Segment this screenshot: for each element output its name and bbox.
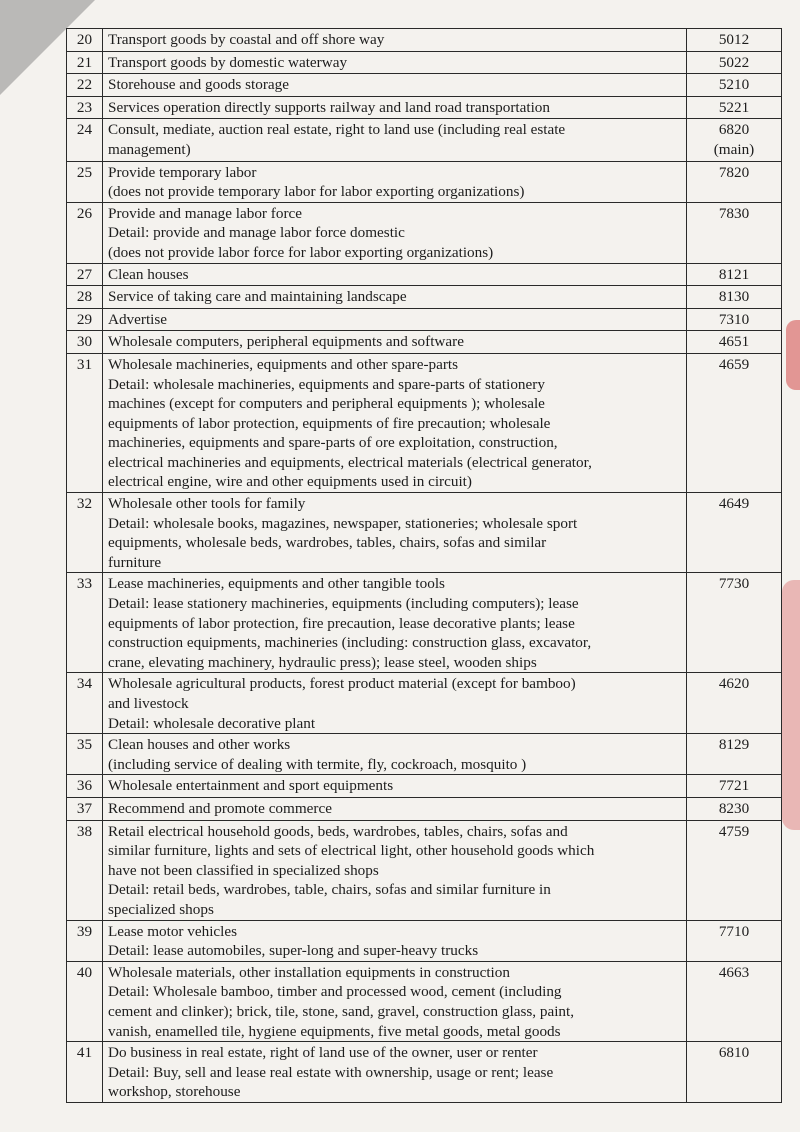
description-line: electrical machineries and equipments, electrical materials (electrical generator, (108, 453, 592, 471)
description-line: Clean houses and other works (108, 736, 291, 754)
row-number: 31 (67, 353, 103, 492)
description-line: equipments of labor protection, equipments of fire precaution; wholesale (108, 414, 551, 432)
description-line: Lease motor vehicles (108, 922, 238, 940)
code-line: 4620 (718, 675, 750, 693)
row-number: 24 (67, 119, 103, 161)
table-row (67, 96, 782, 119)
table-row (67, 202, 782, 263)
table-row (67, 573, 782, 673)
description-line: Clean houses (108, 265, 189, 283)
description-line: Transport goods by domestic waterway (108, 53, 348, 71)
business-description (103, 775, 687, 798)
description-line: electrical engine, wire and other equipments used in circuit) (108, 473, 472, 491)
business-description (103, 119, 687, 161)
row-number: 29 (67, 308, 103, 331)
code-line: 4651 (718, 333, 750, 351)
description-line: similar furniture, lights and sets of electrical light, other household goods which (108, 842, 595, 860)
description-line: Wholesale entertainment and sport equipments (108, 777, 394, 795)
business-description (103, 308, 687, 331)
code-line: 6810 (718, 1044, 750, 1062)
description-line: Wholesale other tools for family (108, 495, 306, 513)
code-line: 4663 (718, 963, 750, 981)
description-line: Services operation directly supports railway and land road transportation (108, 98, 550, 116)
description-line: workshop, storehouse (108, 1083, 241, 1101)
business-description (103, 493, 687, 573)
industry-code (687, 734, 782, 775)
industry-code (687, 74, 782, 97)
description-line: Advertise (108, 310, 168, 328)
table-row (67, 161, 782, 202)
description-line: have not been classified in specialized shops (108, 861, 379, 879)
business-description (103, 51, 687, 74)
description-line: Storehouse and goods storage (108, 76, 289, 94)
code-line: 8130 (718, 288, 750, 306)
code-line: 4649 (718, 495, 750, 513)
description-line: cement and clinker); brick, tile, stone, sand, gravel, construction glass, paint, (108, 1002, 575, 1020)
row-number: 28 (67, 286, 103, 309)
table-row (67, 797, 782, 820)
industry-code (687, 493, 782, 573)
code-line: 4659 (718, 355, 750, 373)
description-line: Wholesale agricultural products, forest product material (except for bamboo) (108, 675, 576, 693)
table-body (67, 29, 782, 1103)
row-number: 38 (67, 820, 103, 920)
description-line: machineries, equipments and spare-parts of ore exploitation, construction, (108, 434, 558, 452)
code-line: 5210 (718, 76, 750, 94)
description-line: Wholesale materials, other installation equipments in construction (108, 963, 510, 981)
industry-code (687, 1042, 782, 1103)
industry-code (687, 51, 782, 74)
business-description (103, 734, 687, 775)
table-row (67, 263, 782, 286)
business-description (103, 286, 687, 309)
description-line: Detail: Buy, sell and lease real estate with ownership, usage or rent; lease (108, 1063, 554, 1081)
code-line: 7730 (718, 575, 750, 593)
code-line: 8230 (718, 799, 750, 817)
industry-code (687, 353, 782, 492)
table-row (67, 775, 782, 798)
industry-code (687, 119, 782, 161)
table-row (67, 51, 782, 74)
code-line: 7710 (718, 922, 750, 940)
row-number: 34 (67, 673, 103, 734)
row-number: 33 (67, 573, 103, 673)
code-line: 7820 (718, 163, 750, 181)
table-row (67, 493, 782, 573)
description-line: vanish, enamelled tile, hygiene equipments, five metal goods, metal goods (108, 1022, 561, 1040)
code-line: 5022 (718, 53, 750, 71)
description-line: Recommend and promote commerce (108, 799, 332, 817)
row-number: 37 (67, 797, 103, 820)
industry-code (687, 263, 782, 286)
industry-code (687, 96, 782, 119)
code-line: 8129 (718, 736, 750, 754)
description-line: Service of taking care and maintaining landscape (108, 288, 407, 306)
table-row (67, 820, 782, 920)
business-description (103, 74, 687, 97)
industry-code (687, 161, 782, 202)
table-row (67, 1042, 782, 1103)
business-description (103, 29, 687, 52)
red-seal-edge-top (786, 320, 800, 390)
description-line: Wholesale machineries, equipments and other spare-parts (108, 355, 459, 373)
code-line: 4759 (718, 822, 750, 840)
description-line: Detail: Wholesale bamboo, timber and processed wood, cement (including (108, 983, 562, 1001)
table-row (67, 29, 782, 52)
business-description (103, 331, 687, 354)
description-line: (does not provide temporary labor for labor exporting organizations) (108, 183, 525, 201)
row-number: 22 (67, 74, 103, 97)
description-line: machines (except for computers and peripheral equipments ); wholesale (108, 395, 545, 413)
row-number: 25 (67, 161, 103, 202)
row-number: 41 (67, 1042, 103, 1103)
description-line: construction equipments, machineries (including: construction glass, excavator, (108, 634, 592, 652)
table-row (67, 920, 782, 961)
business-description (103, 673, 687, 734)
table-row (67, 961, 782, 1041)
row-number: 40 (67, 961, 103, 1041)
description-line: and livestock (108, 695, 189, 712)
row-number: 23 (67, 96, 103, 119)
row-number: 20 (67, 29, 103, 52)
row-number: 39 (67, 920, 103, 961)
business-description (103, 573, 687, 673)
code-line: 7830 (718, 204, 750, 222)
code-line: 5221 (718, 98, 750, 116)
row-number: 21 (67, 51, 103, 74)
business-description (103, 1042, 687, 1103)
row-number: 35 (67, 734, 103, 775)
description-line: Detail: lease automobiles, super-long and super-heavy trucks (108, 942, 479, 960)
table-row (67, 308, 782, 331)
table-row (67, 74, 782, 97)
industry-code (687, 673, 782, 734)
code-line: 6820 (718, 121, 750, 139)
industry-code (687, 573, 782, 673)
description-line: Transport goods by coastal and off shore way (108, 31, 385, 48)
table-row (67, 353, 782, 492)
business-description (103, 797, 687, 820)
description-line: Lease machineries, equipments and other tangible tools (108, 575, 445, 593)
industry-code (687, 797, 782, 820)
business-description (103, 820, 687, 920)
code-line: 8121 (718, 265, 750, 283)
description-line: (does not provide labor force for labor exporting organizations) (108, 243, 494, 261)
industry-code (687, 775, 782, 798)
industry-code (687, 331, 782, 354)
industry-code (687, 286, 782, 309)
industry-code (687, 961, 782, 1041)
table-row (67, 734, 782, 775)
description-line: management) (108, 140, 191, 158)
business-description (103, 920, 687, 961)
description-line: specialized shops (108, 900, 214, 918)
business-description (103, 263, 687, 286)
business-description (103, 353, 687, 492)
code-line: 7721 (718, 777, 750, 795)
row-number: 27 (67, 263, 103, 286)
business-description (103, 96, 687, 119)
red-seal-edge-middle (782, 580, 800, 830)
description-line: (including service of dealing with termite, fly, cockroach, mosquito ) (108, 755, 527, 773)
description-line: Detail: provide and manage labor force domestic (108, 224, 405, 242)
description-line: Retail electrical household goods, beds, wardrobes, tables, chairs, sofas and (108, 822, 568, 840)
description-line: Detail: lease stationery machineries, equipments (including computers); lease (108, 595, 579, 613)
industry-code (687, 820, 782, 920)
business-description (103, 202, 687, 263)
code-line: (main) (713, 140, 755, 158)
industry-code (687, 920, 782, 961)
code-line: 5012 (718, 31, 750, 48)
business-description (103, 961, 687, 1041)
industry-code (687, 308, 782, 331)
description-line: equipments of labor protection, fire precaution, lease decorative plants; lease (108, 614, 575, 632)
description-line: Wholesale computers, peripheral equipments and software (108, 333, 464, 351)
description-line: Provide and manage labor force (108, 204, 302, 222)
description-line: Detail: retail beds, wardrobes, table, chairs, sofas and similar furniture in (108, 881, 551, 899)
description-line: Detail: wholesale books, magazines, newspaper, stationeries; wholesale sport (108, 514, 578, 532)
description-line: Detail: wholesale machineries, equipments and spare-parts of stationery (108, 375, 545, 393)
row-number: 36 (67, 775, 103, 798)
description-line: equipments, wholesale beds, wardrobes, tables, chairs, sofas and similar (108, 534, 547, 552)
industry-code (687, 29, 782, 52)
description-line: Detail: wholesale decorative plant (108, 714, 316, 732)
row-number: 26 (67, 202, 103, 263)
table-row (67, 331, 782, 354)
description-line: Provide temporary labor (108, 163, 257, 181)
description-line: furniture (108, 553, 162, 571)
description-line: crane, elevating machinery, hydraulic press); lease steel, wooden ships (108, 653, 537, 671)
row-number: 32 (67, 493, 103, 573)
table-row (67, 673, 782, 734)
row-number: 30 (67, 331, 103, 354)
business-description (103, 161, 687, 202)
industry-code (687, 202, 782, 263)
table-row (67, 286, 782, 309)
business-lines-table (66, 28, 782, 1103)
description-line: Do business in real estate, right of land use of the owner, user or renter (108, 1044, 538, 1062)
table-row (67, 119, 782, 161)
code-line: 7310 (718, 310, 750, 328)
description-line: Consult, mediate, auction real estate, right to land use (including real estate (108, 121, 566, 139)
